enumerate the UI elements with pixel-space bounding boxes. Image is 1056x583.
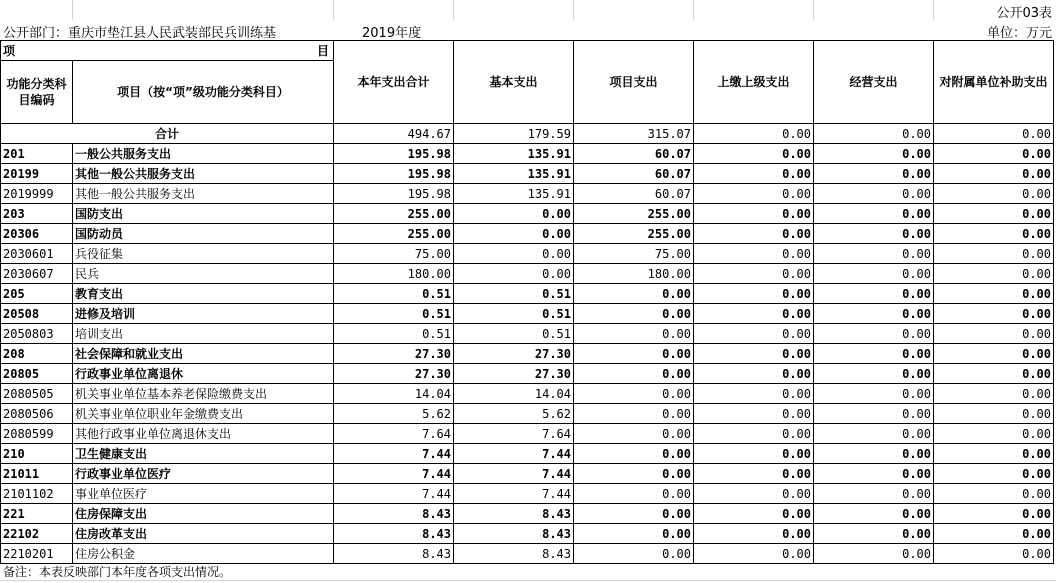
row-value: 0.00 [694,424,814,444]
row-value: 0.00 [694,364,814,384]
table-row [1,164,1054,184]
table-row [1,324,1054,344]
grid-line [0,580,1056,581]
row-value: 0.00 [934,344,1054,364]
row-name: 一般公共服务支出 [73,144,334,164]
row-code: 203 [1,204,73,224]
row-value: 0.00 [694,344,814,364]
col-header-total: 本年支出合计 [334,41,454,124]
row-name: 教育支出 [73,284,334,304]
row-value: 8.43 [454,524,574,544]
row-value: 0.51 [454,304,574,324]
row-value: 0.51 [454,284,574,304]
row-code: 208 [1,344,73,364]
row-value: 0.00 [574,444,694,464]
row-value: 60.07 [574,164,694,184]
row-value: 0.00 [814,144,934,164]
row-name: 进修及培训 [73,304,334,324]
row-value: 75.00 [574,244,694,264]
row-value: 255.00 [574,204,694,224]
header-item-label: 项 [3,43,16,58]
row-value: 0.00 [574,464,694,484]
row-value: 0.51 [334,304,454,324]
row-value: 0.00 [814,324,934,344]
row-value: 0.00 [814,544,934,564]
row-value: 0.00 [694,244,814,264]
row-value: 0.00 [814,284,934,304]
grid-line [933,0,934,20]
table-row [1,504,1054,524]
row-code: 20306 [1,224,73,244]
row-value: 0.00 [934,164,1054,184]
row-code: 21011 [1,464,73,484]
row-name: 民兵 [73,264,334,284]
department-label: 公开部门：重庆市垫江县人民武装部民兵训练基 [3,26,277,41]
row-value: 27.30 [454,344,574,364]
row-name: 培训支出 [73,324,334,344]
row-value: 0.00 [934,324,1054,344]
row-value: 0.00 [814,244,934,264]
table-row [1,384,1054,404]
table-row [1,424,1054,444]
row-value: 0.00 [814,484,934,504]
row-value: 0.00 [574,344,694,364]
row-value: 0.00 [574,544,694,564]
row-value: 0.00 [814,164,934,184]
row-name: 其他一般公共服务支出 [73,184,334,204]
row-code: 22102 [1,524,73,544]
row-code: 20805 [1,364,73,384]
row-value: 14.04 [334,384,454,404]
row-value: 135.91 [454,184,574,204]
row-code: 2210201 [1,544,73,564]
row-code: 2019999 [1,184,73,204]
row-name: 住房改革支出 [73,524,334,544]
row-name: 国防支出 [73,204,334,224]
col-header-basic: 基本支出 [454,41,574,124]
table-row [1,364,1054,384]
table-row [1,284,1054,304]
total-value: 0.00 [694,124,814,144]
row-code: 2080505 [1,384,73,404]
grid-line [813,0,814,20]
table-row [1,444,1054,464]
unit-label: 单位：万元 [986,26,1052,41]
row-value: 7.44 [334,484,454,504]
row-code: 205 [1,284,73,304]
grid-line [453,0,454,20]
table-row [1,484,1054,504]
row-value: 0.00 [934,184,1054,204]
row-value: 0.51 [334,284,454,304]
row-value: 0.00 [694,384,814,404]
row-value: 0.00 [574,384,694,404]
row-value: 27.30 [454,364,574,384]
row-name: 住房公积金 [73,544,334,564]
table-row [1,204,1054,224]
row-value: 5.62 [334,404,454,424]
row-value: 0.00 [814,364,934,384]
row-value: 0.00 [694,444,814,464]
row-value: 0.00 [934,504,1054,524]
row-value: 0.00 [694,284,814,304]
row-value: 0.00 [814,504,934,524]
report-code: 公开03表 [996,6,1052,21]
row-name: 卫生健康支出 [73,444,334,464]
row-value: 0.00 [454,204,574,224]
total-value: 494.67 [334,124,454,144]
col-header-project: 项目支出 [574,41,694,124]
row-value: 8.43 [334,504,454,524]
row-value: 0.00 [694,264,814,284]
table-row [1,224,1054,244]
row-value: 0.00 [574,284,694,304]
row-value: 0.00 [934,464,1054,484]
row-code: 2030601 [1,244,73,264]
row-value: 195.98 [334,184,454,204]
grid-line [72,0,73,20]
row-value: 0.00 [814,464,934,484]
row-value: 7.44 [454,464,574,484]
table-row [1,144,1054,164]
row-value: 0.00 [694,404,814,424]
col-header-name: 项目（按“项”级功能分类科目） [73,61,334,124]
row-value: 0.00 [934,284,1054,304]
table-row [1,544,1054,564]
row-code: 20508 [1,304,73,324]
row-code: 201 [1,144,73,164]
table-row [1,404,1054,424]
row-name: 国防动员 [73,224,334,244]
total-value: 0.00 [934,124,1054,144]
total-value: 0.00 [814,124,934,144]
row-value: 14.04 [454,384,574,404]
row-value: 0.00 [934,224,1054,244]
row-name: 兵役征集 [73,244,334,264]
row-value: 0.00 [574,364,694,384]
col-header-code: 功能分类科目编码 [1,61,73,124]
row-value: 75.00 [334,244,454,264]
row-value: 0.00 [934,484,1054,504]
row-value: 0.00 [814,384,934,404]
row-value: 0.00 [814,264,934,284]
row-name: 其他一般公共服务支出 [73,164,334,184]
row-code: 20199 [1,164,73,184]
row-value: 7.64 [334,424,454,444]
row-name: 行政事业单位医疗 [73,464,334,484]
row-code: 2101102 [1,484,73,504]
row-value: 0.00 [934,244,1054,264]
row-code: 221 [1,504,73,524]
row-value: 0.00 [814,204,934,224]
row-name: 机关事业单位基本养老保险缴费支出 [73,384,334,404]
total-label: 合计 [1,124,334,144]
row-value: 7.44 [334,464,454,484]
year-label: 2019年度 [362,26,422,41]
row-value: 0.00 [934,424,1054,444]
row-value: 0.00 [574,504,694,524]
row-value: 7.44 [454,444,574,464]
row-value: 0.00 [574,524,694,544]
row-value: 0.00 [934,264,1054,284]
row-value: 0.00 [934,144,1054,164]
row-value: 255.00 [334,204,454,224]
row-value: 0.00 [574,484,694,504]
row-value: 8.43 [454,544,574,564]
row-value: 0.00 [934,524,1054,544]
row-value: 0.00 [694,484,814,504]
row-value: 0.00 [694,464,814,484]
row-value: 0.00 [814,424,934,444]
row-name: 社会保障和就业支出 [73,344,334,364]
row-name: 行政事业单位离退休 [73,364,334,384]
row-value: 7.44 [454,484,574,504]
row-value: 27.30 [334,344,454,364]
row-value: 0.00 [814,184,934,204]
row-value: 0.00 [814,404,934,424]
table-row [1,304,1054,324]
row-value: 0.00 [814,444,934,464]
row-value: 0.51 [334,324,454,344]
row-value: 0.00 [694,144,814,164]
row-value: 195.98 [334,164,454,184]
table-row [1,264,1054,284]
row-value: 0.00 [814,344,934,364]
row-value: 0.00 [574,424,694,444]
row-value: 0.00 [694,224,814,244]
grid-line [333,0,334,20]
row-value: 135.91 [454,144,574,164]
row-code: 2080599 [1,424,73,444]
table-row [1,184,1054,204]
row-value: 60.07 [574,144,694,164]
col-header-business: 经营支出 [814,41,934,124]
row-code: 2050803 [1,324,73,344]
row-value: 0.00 [574,324,694,344]
grid-line [573,0,574,20]
row-value: 0.00 [814,304,934,324]
table-row [1,524,1054,544]
row-value: 0.00 [694,184,814,204]
total-value: 179.59 [454,124,574,144]
row-name: 机关事业单位职业年金缴费支出 [73,404,334,424]
row-value: 0.00 [814,524,934,544]
row-name: 事业单位医疗 [73,484,334,504]
row-value: 0.00 [694,544,814,564]
row-value: 8.43 [454,504,574,524]
row-value: 180.00 [334,264,454,284]
table-row [1,344,1054,364]
row-name: 其他行政事业单位离退休支出 [73,424,334,444]
row-value: 5.62 [454,404,574,424]
row-value: 0.00 [934,304,1054,324]
row-code: 210 [1,444,73,464]
row-code: 2080506 [1,404,73,424]
expenditure-table [0,40,1054,564]
row-name: 住房保障支出 [73,504,334,524]
col-header-upper: 上缴上级支出 [694,41,814,124]
row-value: 8.43 [334,524,454,544]
col-header-subsidy: 对附属单位补助支出 [934,41,1054,124]
row-value: 135.91 [454,164,574,184]
row-value: 0.00 [694,504,814,524]
table-row [1,464,1054,484]
row-value: 0.00 [694,304,814,324]
row-value: 60.07 [574,184,694,204]
row-value: 27.30 [334,364,454,384]
row-value: 0.00 [694,324,814,344]
total-value: 315.07 [574,124,694,144]
row-value: 0.00 [934,364,1054,384]
footnote: 备注：本表反映部门本年度各项支出情况。 [3,565,232,579]
header-item-cell [1,41,334,61]
row-code: 2030607 [1,264,73,284]
row-value: 0.00 [454,264,574,284]
row-value: 0.00 [934,384,1054,404]
total-row [1,124,1054,144]
row-value: 7.44 [334,444,454,464]
row-value: 8.43 [334,544,454,564]
row-value: 255.00 [574,224,694,244]
row-value: 0.00 [934,404,1054,424]
row-value: 255.00 [334,224,454,244]
table-row [1,244,1054,264]
row-value: 0.00 [454,244,574,264]
row-value: 0.00 [694,204,814,224]
row-value: 0.00 [454,224,574,244]
row-value: 7.64 [454,424,574,444]
row-value: 0.00 [574,404,694,424]
row-value: 0.00 [694,164,814,184]
row-value: 0.51 [454,324,574,344]
row-value: 0.00 [934,444,1054,464]
grid-line [693,0,694,20]
header-item-right: 目 [316,43,329,58]
row-value: 0.00 [694,524,814,544]
row-value: 0.00 [934,204,1054,224]
row-value: 0.00 [814,224,934,244]
row-value: 195.98 [334,144,454,164]
row-value: 0.00 [574,304,694,324]
row-value: 0.00 [934,544,1054,564]
row-value: 180.00 [574,264,694,284]
